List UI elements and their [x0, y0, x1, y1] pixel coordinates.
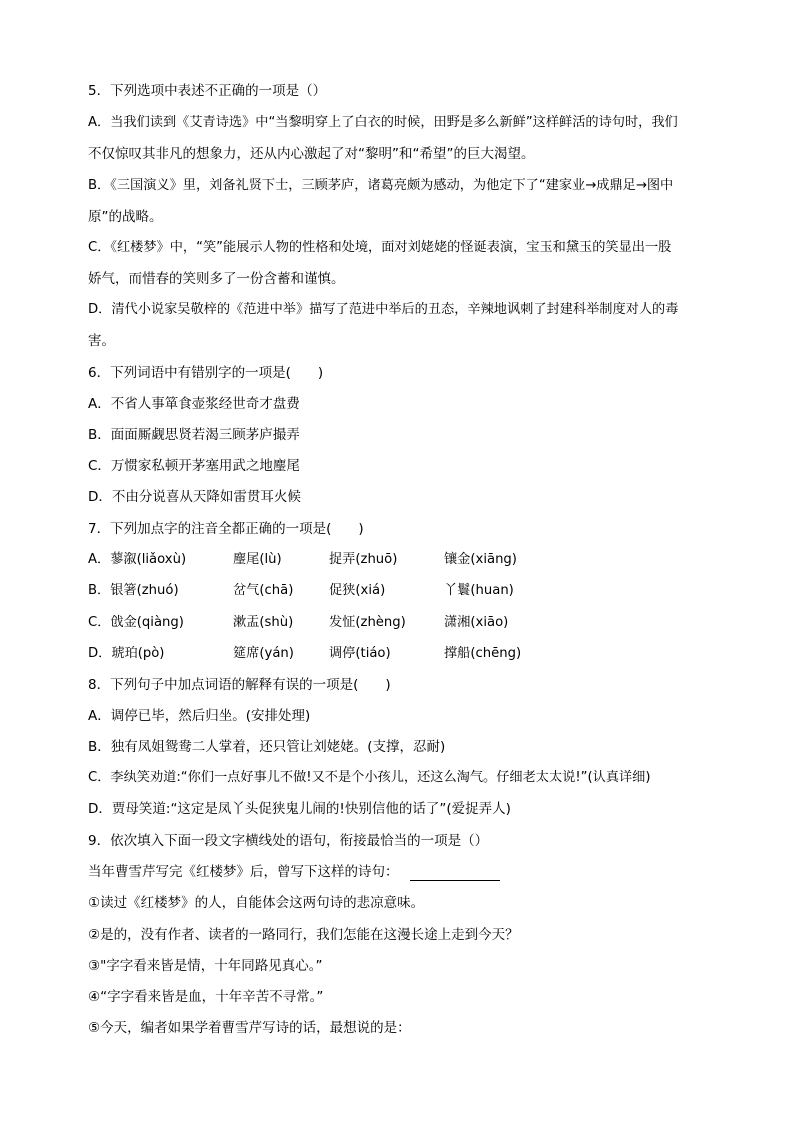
question-9-sentence-3: ③"字字看来皆是情，十年同路见真心。” — [88, 958, 323, 974]
question-9-sentence-4: ④“字字看来皆是血，十年辛苦不寻常。” — [88, 989, 324, 1005]
question-5-stem: 5．下列选项中表述不正确的一项是（） — [88, 83, 327, 99]
question-9-stem: 9．依次填入下面一段文字横线处的语句，衔接最恰当的一项是（） — [88, 833, 489, 849]
question-7-option-c — [88, 614, 688, 632]
question-8-option-c: C．李纨笑劝道:“你们一点好事儿不做!又不是个小孩儿，还这么淘气。仔细老太太说!”(认真详细) — [88, 770, 651, 785]
question-8-option-b: B．独有凤姐鸳鸯二人掌着，还只管让刘姥姥。(支撑，忍耐) — [88, 739, 446, 755]
pinyin-item: 筵席(yán) — [233, 646, 294, 661]
question-5-option-b-line2: 原”的战略。 — [88, 209, 163, 225]
pinyin-item: B．银箸(zhuó) — [88, 583, 179, 598]
question-9-sentence-1: ①读过《红楼梦》的人，自能体会这两句诗的悲凉意味。 — [88, 895, 425, 911]
question-9-sentence-5: ⑤今天，编者如果学着曹雪芹写诗的话，最想说的是： — [88, 1020, 411, 1036]
question-6-stem: 6．下列词语中有错别字的一项是( ) — [88, 365, 324, 381]
question-8-option-d: D．贾母笑道:“这定是凤丫头促狭鬼儿闹的!快别信他的话了”(爱捉弄人) — [88, 801, 511, 817]
question-7-option-b — [88, 582, 688, 600]
question-7-stem: 7．下列加点字的注音全都正确的一项是( ) — [88, 521, 364, 537]
pinyin-item: 促狭(xiá) — [329, 583, 386, 598]
question-6-option-d: D．不由分说喜从天降如雷贯耳火候 — [88, 489, 301, 505]
pinyin-item: 发怔(zhèng) — [329, 615, 406, 630]
pinyin-item: 麈尾(lù) — [233, 552, 282, 567]
question-9-sentence-2: ②是的，没有作者、读者的一路同行，我们怎能在这漫长途上走到今天？ — [88, 927, 519, 943]
pinyin-item: C．戗金(qiàng) — [88, 615, 184, 630]
pinyin-item: A．蓼溆(liǎoxù) — [88, 552, 187, 567]
question-6-option-a: A．不省人事箪食壶浆经世奇才盘费 — [88, 396, 300, 412]
question-5-option-a-line1: A．当我们读到《艾青诗选》中“当黎明穿上了白衣的时候，田野是多么新鲜”这样鲜活的诗句时，我们 — [88, 115, 678, 130]
question-6-option-c: C．万惯家私顿开茅塞用武之地麈尾 — [88, 458, 300, 474]
pinyin-item: 调停(tiáo) — [329, 646, 391, 661]
pinyin-item: 潇湘(xiāo) — [444, 615, 509, 630]
question-5-option-b-line1: B．《三国演义》里，刘备礼贤下士，三顾茅庐，诸葛亮颇为感动，为他定下了“建家业→成鼎足→图中 — [88, 178, 674, 193]
question-5-option-c-line1: C．《红楼梦》中，“笑”能展示人物的性格和处境，面对刘姥姥的怪诞表演，宝玉和黛玉的笑显出一股 — [88, 240, 672, 255]
question-8-option-a: A．调停已毕，然后归坐。(安排处理) — [88, 708, 311, 724]
pinyin-item: 撑船(chēng) — [444, 646, 522, 661]
pinyin-item: D．琥珀(pò) — [88, 646, 165, 661]
answer-blank-line — [410, 880, 500, 881]
pinyin-item: 丫鬟(huan) — [444, 583, 514, 598]
question-5-option-a-line2: 不仅惊叹其非凡的想象力，还从内心激起了对“黎明”和“希望”的巨大渴望。 — [88, 146, 535, 162]
question-6-option-b: B．面面厮觑思贤若渴三顾茅庐撮弄 — [88, 427, 300, 443]
pinyin-item: 捉弄(zhuō) — [329, 552, 398, 567]
question-7-option-a — [88, 551, 688, 569]
question-7-option-d — [88, 645, 688, 663]
question-5-option-c-line2: 娇气，而惜春的笑则多了一份含蓄和谨慎。 — [88, 271, 345, 287]
pinyin-item: 漱盂(shù) — [233, 615, 294, 630]
pinyin-item: 镶金(xiāng) — [444, 552, 517, 567]
question-9-intro: 当年曹雪芹写完《红楼梦》后，曾写下这样的诗句： — [88, 864, 399, 880]
pinyin-item: 岔气(chā) — [233, 583, 294, 598]
question-5-option-d-line1: D．清代小说家吴敬梓的《范进中举》描写了范进中举后的丑态，辛辣地讽刺了封建科举制度对人的毒 — [88, 302, 679, 317]
question-5-option-d-line2: 害。 — [88, 333, 115, 349]
question-8-stem: 8．下列句子中加点词语的解释有误的一项是( ) — [88, 677, 391, 693]
